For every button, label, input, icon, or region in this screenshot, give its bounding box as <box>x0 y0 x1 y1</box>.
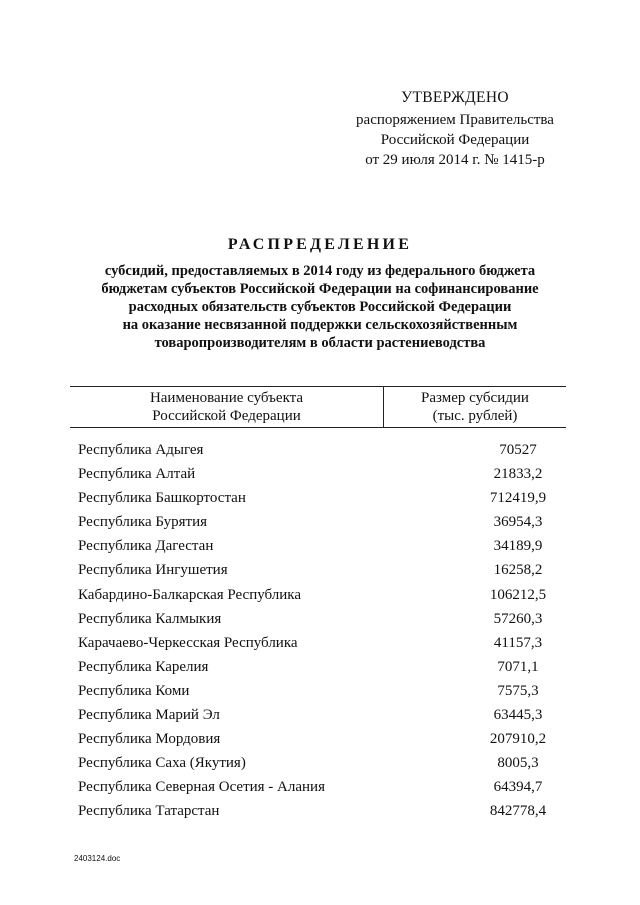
region-name: Республика Северная Осетия - Алания <box>78 779 325 796</box>
table-row <box>78 633 558 657</box>
table-row <box>78 681 558 705</box>
subsidy-value: 70527 <box>499 442 537 458</box>
approval-heading: УТВЕРЖДЕНО <box>401 89 509 106</box>
region-name: Карачаево-Черкесская Республика <box>78 634 298 651</box>
column-header-name-line-1: Наименование субъекта <box>149 390 304 406</box>
region-name: Республика Калмыкия <box>78 610 222 627</box>
column-header-name <box>70 389 383 425</box>
document-title: РАСПРЕДЕЛЕНИЕ <box>227 236 413 253</box>
approval-line-2: Российской Федерации <box>380 132 530 148</box>
column-header-size <box>384 389 566 425</box>
table-row <box>78 512 558 536</box>
table-row <box>78 488 558 512</box>
subsidy-value: 64394,7 <box>493 779 543 796</box>
table-row <box>78 536 558 560</box>
column-header-size-line-2: (тыс. рублей) <box>432 408 518 424</box>
table-row <box>78 440 558 464</box>
table-header <box>70 386 566 428</box>
document-subtitle <box>40 262 600 352</box>
region-name: Республика Бурятия <box>78 514 208 531</box>
subtitle-line-2: бюджетам субъектов Российской Федерации на софинансирование <box>101 281 539 297</box>
table-row <box>78 729 558 753</box>
table-row <box>78 560 558 584</box>
subsidy-value: 36954,3 <box>493 514 543 531</box>
subsidy-value: 712419,9 <box>489 490 547 507</box>
region-name: Республика Алтай <box>78 466 196 483</box>
subtitle-line-1: субсидий, предоставляемых в 2014 году из федерального бюджета <box>104 263 536 279</box>
table-row <box>78 609 558 633</box>
subsidy-value: 106212,5 <box>489 586 547 603</box>
file-reference: 2403124.doc <box>74 854 121 863</box>
subtitle-line-5: товаропроизводителям в области растениеводства <box>154 335 486 351</box>
region-name: Республика Татарстан <box>78 803 220 820</box>
region-name: Республика Саха (Якутия) <box>78 755 246 772</box>
column-header-name-line-2: Российской Федерации <box>152 408 301 424</box>
subsidy-value: 207910,2 <box>489 731 547 748</box>
subtitle-line-3: расходных обязательств субъектов Российской Федерации <box>128 299 512 315</box>
region-name: Республика Марий Эл <box>78 707 220 724</box>
approval-line-3: от 29 июля 2014 г. № 1415-р <box>365 152 545 168</box>
table-row <box>78 753 558 777</box>
region-name: Республика Коми <box>78 682 190 699</box>
approval-line-1: распоряжением Правительства <box>356 112 554 128</box>
subsidy-value: 7575,3 <box>497 682 539 699</box>
subsidy-value: 7071,1 <box>497 658 539 675</box>
region-name: Республика Дагестан <box>78 538 214 555</box>
table-body <box>78 440 558 826</box>
region-name: Республика Башкортостан <box>78 490 246 507</box>
table-row <box>78 585 558 609</box>
table-row <box>78 801 558 825</box>
table-row <box>78 464 558 488</box>
region-name: Республика Адыгея <box>78 442 204 458</box>
subsidy-value: 21833,2 <box>493 466 543 483</box>
table-row <box>78 705 558 729</box>
region-name: Республика Мордовия <box>78 731 221 748</box>
region-name: Кабардино-Балкарская Республика <box>78 586 302 603</box>
approval-block <box>330 88 580 170</box>
subtitle-line-4: на оказание несвязанной поддержки сельскохозяйственным <box>122 317 518 333</box>
column-header-size-line-1: Размер субсидии <box>421 390 529 406</box>
subsidy-value: 41157,3 <box>493 634 543 651</box>
subsidy-value: 842778,4 <box>489 803 547 820</box>
subsidy-value: 34189,9 <box>493 538 543 555</box>
subsidy-value: 16258,2 <box>493 562 543 579</box>
region-name: Республика Карелия <box>78 658 209 675</box>
subsidy-value: 8005,3 <box>497 755 539 772</box>
table-row <box>78 657 558 681</box>
table-row <box>78 777 558 801</box>
subsidy-value: 63445,3 <box>493 707 543 724</box>
subsidy-value: 57260,3 <box>493 610 543 627</box>
region-name: Республика Ингушетия <box>78 562 228 579</box>
